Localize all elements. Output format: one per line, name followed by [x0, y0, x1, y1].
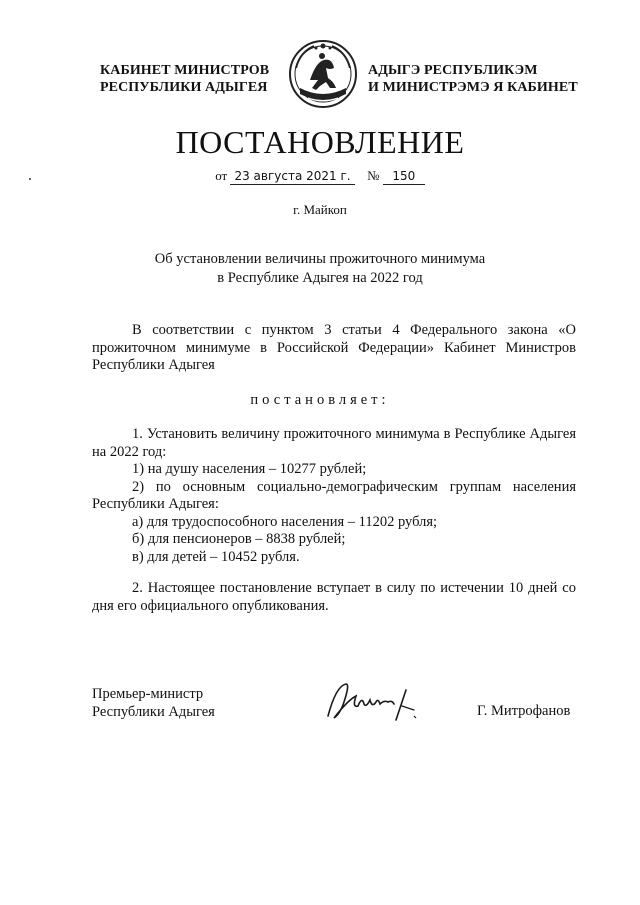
document-title: ПОСТАНОВЛЕНИЕ: [175, 124, 465, 160]
header-left: [100, 62, 269, 96]
signatory-name: Г. Митрофанов: [477, 703, 571, 719]
signatory-role-line-2: Республики Адыгея: [92, 703, 215, 720]
subject-line-2: в Республике Адыгея на 2022 год: [217, 270, 423, 286]
point-1-2a: а) для трудоспособного населения – 11202 рубля;: [132, 513, 438, 530]
signatory-role-line-1: Премьер-министр: [92, 686, 204, 702]
document-subject: [0, 250, 640, 288]
dateline: [0, 168, 640, 185]
header-right-line-2: И МИНИСТРЭМЭ Я КАБИНЕТ: [368, 80, 578, 95]
point-1-1: 1) на душу населения – 10277 рублей;: [132, 461, 367, 477]
header-left-line-1: КАБИНЕТ МИНИСТРОВ: [100, 63, 270, 78]
subject-line-1: Об установлении величины прожиточного минимума: [154, 251, 486, 267]
city: г. Майкоп: [293, 202, 347, 217]
point-1-2: 2) по основным социально-демографическим группам населения Республики Адыгея:: [92, 478, 576, 512]
document-date: 23 августа 2021 г.: [230, 168, 354, 185]
handwritten-signature-icon: [322, 678, 432, 726]
preamble-text: В соответствии с пунктом 3 статьи 4 Федерального закона «О прожиточном минимуме в Российской Федерации» Кабинет Министров Республики Адыгея: [92, 322, 576, 373]
point-1-2b: б) для пенсионеров – 8838 рублей;: [132, 531, 346, 547]
point-1: 1. Установить величину прожиточного минимума в Республике Адыгея на 2022 год:: [92, 426, 576, 460]
point-1-2c: в) для детей – 10452 рубля.: [132, 548, 300, 565]
coat-of-arms-icon: [286, 34, 360, 114]
point-2: 2. Настоящее постановление вступает в силу по истечении 10 дней со дня его официального опубликования.: [92, 580, 576, 614]
number-prefix: №: [367, 168, 380, 183]
document-number: 150: [383, 168, 425, 185]
header-right: [368, 62, 578, 96]
header-left-line-2: РЕСПУБЛИКИ АДЫГЕЯ: [100, 80, 268, 95]
preamble: [92, 322, 576, 375]
point-2-block: [92, 580, 576, 615]
header-right-line-1: АДЫГЭ РЕСПУБЛИКЭМ: [368, 63, 538, 78]
decree-word: постановляет:: [250, 392, 390, 408]
signatory-role: [92, 686, 215, 721]
decree-points: [92, 426, 576, 566]
date-prefix: от: [215, 168, 228, 183]
